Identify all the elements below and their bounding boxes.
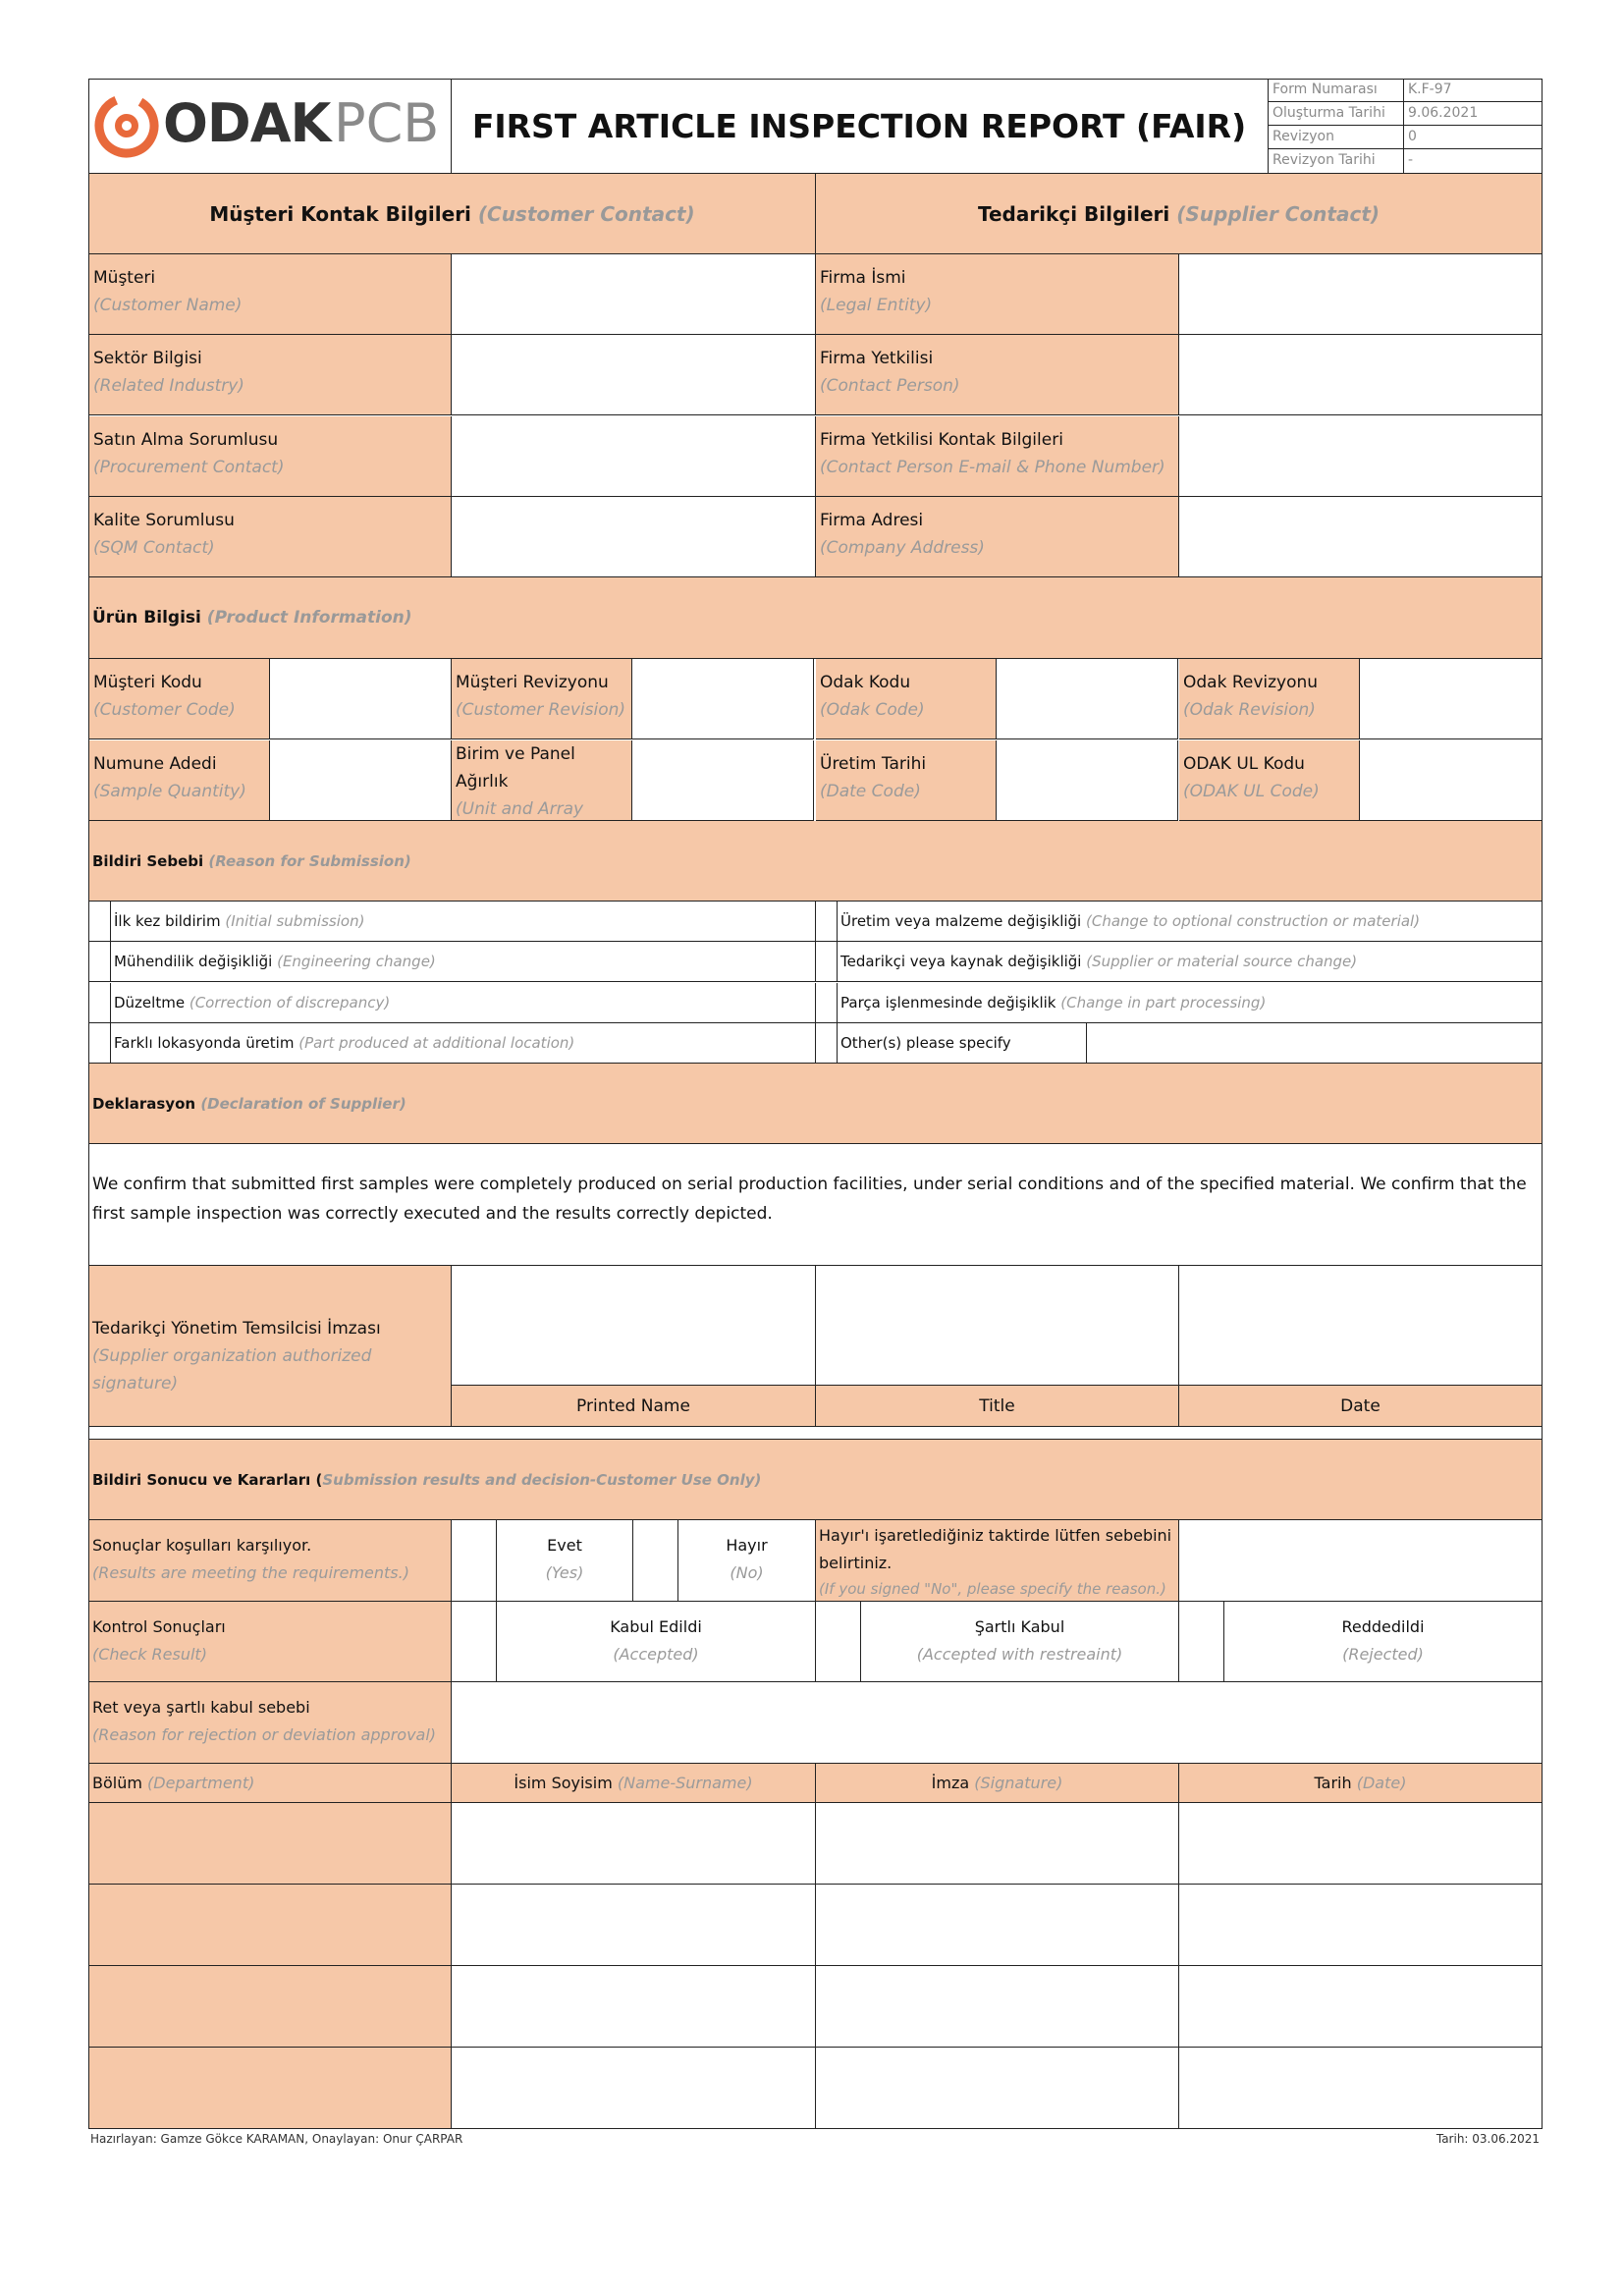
accepted-option: Kabul Edildi (Accepted) (497, 1602, 816, 1682)
meta-value: 0 (1408, 129, 1417, 144)
customer-field-label (89, 335, 452, 415)
meta-label: Form Numarası (1272, 82, 1378, 97)
product-field-label-text: Müşteri Kodu (93, 673, 202, 692)
customer-field-label-text: Kalite Sorumlusu (93, 510, 235, 530)
reason-checkbox[interactable] (89, 983, 111, 1023)
product-field-label (452, 740, 632, 821)
reason-option: Mühendilik değişikliği (Engineering change) (111, 942, 816, 982)
product-field-label-text-en: (Odak Revision) (1183, 700, 1316, 720)
declaration-header: Deklarasyon (Declaration of Supplier) (89, 1064, 1542, 1144)
product-field-input[interactable] (270, 740, 452, 821)
printed-name-label: Printed Name (452, 1386, 816, 1427)
reason-option: Tedarikçi veya kaynak değişikliği (Supplier or material source change) (838, 942, 1542, 982)
signature-field[interactable] (816, 1803, 1179, 1885)
product-field-label-text-en: (Sample Quantity) (93, 781, 246, 801)
product-field-input[interactable] (270, 659, 452, 739)
meta-label: Revizyon (1272, 129, 1334, 144)
customer-field-label-text-en: (SQM Contact) (93, 537, 215, 558)
product-field-label-text-en: (Customer Revision) (456, 700, 626, 720)
signature-field[interactable] (816, 1966, 1179, 2048)
customer-contact-header: Müşteri Kontak Bilgileri (Customer Contact) (89, 174, 816, 254)
reason-checkbox[interactable] (816, 983, 838, 1023)
dept-field[interactable] (89, 2048, 452, 2129)
customer-field-input[interactable] (452, 416, 816, 497)
customer-field-label (89, 416, 452, 497)
no-reason-field[interactable] (1179, 1520, 1542, 1602)
meta-label: Revizyon Tarihi (1272, 152, 1376, 168)
date-field[interactable] (1179, 1966, 1542, 2048)
supplier-field-label-text: Firma Yetkilisi Kontak Bilgileri (820, 429, 1063, 450)
yes-checkbox[interactable] (452, 1520, 497, 1602)
spacer-row (89, 1427, 1542, 1440)
results-header: Bildiri Sonucu ve Kararları ( Submission results and decision-Customer Use Only) (89, 1440, 1542, 1520)
reason-checkbox[interactable] (816, 902, 838, 942)
product-field-label (89, 740, 270, 821)
reason-option: Farklı lokasyonda üretim (Part produced at additional location) (111, 1023, 816, 1064)
product-field-label-text: Birim ve Panel Ağırlık (456, 743, 575, 792)
accepted-checkbox[interactable] (452, 1602, 497, 1682)
supplier-field-label-text-en: (Contact Person E-mail & Phone Number) (820, 457, 1165, 477)
signature-field[interactable] (816, 1885, 1179, 1966)
date-header: Tarih (Date) (1179, 1764, 1542, 1803)
product-field-label (816, 740, 997, 821)
product-field-input[interactable] (632, 740, 814, 821)
customer-field-label (89, 497, 452, 577)
no-checkbox[interactable] (633, 1520, 678, 1602)
customer-field-label (89, 254, 452, 335)
product-field-input[interactable] (997, 740, 1178, 821)
product-field-label-text: Üretim Tarihi (820, 753, 927, 774)
name-field[interactable] (452, 1803, 816, 1885)
product-field-label (816, 659, 997, 739)
product-field-label (1179, 659, 1360, 739)
odak-logo-icon (92, 86, 161, 165)
product-field-label-text-en: (Odak Code) (820, 700, 925, 720)
title-label: Title (816, 1386, 1179, 1427)
reason-checkbox[interactable] (89, 942, 111, 982)
rejected-option: Reddedildi (Rejected) (1224, 1602, 1542, 1682)
name-field[interactable] (452, 1966, 816, 2048)
supplier-field-label-text: Firma Yetkilisi (820, 349, 934, 369)
conditional-option: Şartlı Kabul (Accepted with restreaint) (861, 1602, 1179, 1682)
meta-label: Oluşturma Tarihi (1272, 105, 1385, 121)
product-field-label-text-en: (Customer Code) (93, 700, 236, 720)
footer-prepared-by: Hazırlayan: Gamze Gökce KARAMAN, Onaylayan: Onur ÇARPAR (90, 2132, 463, 2146)
product-field-label (89, 659, 270, 739)
product-field-label-text-en: (Unit and Array (456, 798, 584, 819)
footer-date: Tarih: 03.06.2021 (1435, 2132, 1540, 2146)
check-result-label: Kontrol Sonuçları (Check Result) (89, 1602, 452, 1682)
declaration-text: We confirm that submitted first samples were completely produced on serial production facilities, under serial conditions and of the specified material. We confirm that the first sample inspection was correctly executed and the results correctly depicted. (89, 1144, 1542, 1266)
signature-field[interactable] (816, 2048, 1179, 2129)
reason-checkbox[interactable] (816, 942, 838, 982)
product-field-input[interactable] (1360, 659, 1543, 739)
no-reason-label: Hayır'ı işaretlediğiniz taktirde lütfen sebebini belirtiniz. (If you signed "No", please specify the reason.) (816, 1520, 1179, 1602)
rejected-checkbox[interactable] (1179, 1602, 1224, 1682)
signature-header: İmza (Signature) (816, 1764, 1179, 1803)
product-field-label (1179, 740, 1360, 821)
product-field-label (452, 659, 632, 739)
customer-field-input[interactable] (452, 254, 816, 335)
supplier-field-input[interactable] (1179, 497, 1542, 577)
supplier-field-input[interactable] (1179, 416, 1542, 497)
page-title: FIRST ARTICLE INSPECTION REPORT (FAIR) (471, 107, 1247, 145)
supplier-field-input[interactable] (1179, 254, 1542, 335)
rejection-reason-field[interactable] (452, 1682, 1542, 1764)
supplier-field-label (816, 335, 1179, 415)
supplier-field-label (816, 497, 1179, 577)
customer-field-label-text: Satın Alma Sorumlusu (93, 429, 279, 450)
supplier-field-input[interactable] (1179, 335, 1542, 415)
product-field-label-text-en: (ODAK UL Code) (1183, 781, 1320, 801)
date-field[interactable] (1179, 1266, 1542, 1386)
logo (90, 81, 450, 172)
rejection-reason-label: Ret veya şartlı kabul sebebi (Reason for rejection or deviation approval) (89, 1682, 452, 1764)
customer-field-label-text-en: (Procurement Contact) (93, 457, 285, 477)
supplier-contact-header: Tedarikçi Bilgileri (Supplier Contact) (816, 174, 1542, 254)
product-field-label-text: Müşteri Revizyonu (456, 673, 609, 692)
product-field-label-text: Numune Adedi (93, 753, 217, 774)
dept-header: Bölüm (Department) (89, 1764, 452, 1803)
reason-checkbox[interactable] (89, 902, 111, 942)
dept-field[interactable] (89, 1885, 452, 1966)
supplier-field-label-text-en: (Company Address) (820, 537, 985, 558)
reason-option: Üretim veya malzeme değişikliği (Change to optional construction or material) (838, 902, 1542, 942)
reason-option: Parça işlenmesinde değişiklik (Change in part processing) (838, 983, 1542, 1023)
reason-option: İlk kez bildirim (Initial submission) (111, 902, 816, 942)
reason-header: Bildiri Sebebi (Reason for Submission) (89, 821, 1542, 902)
dept-field[interactable] (89, 1803, 452, 1885)
conditional-checkbox[interactable] (816, 1602, 861, 1682)
product-field-label-text: Odak Kodu (820, 673, 911, 692)
supplier-field-label (816, 254, 1179, 335)
product-field-label-text-en: (Date Code) (820, 781, 921, 801)
product-field-input[interactable] (997, 659, 1178, 739)
product-info-header: Ürün Bilgisi (Product Information) (89, 577, 1542, 659)
meta-value: 9.06.2021 (1408, 105, 1479, 121)
no-option: Hayır (No) (678, 1520, 816, 1602)
date-field[interactable] (1179, 1885, 1542, 1966)
supplier-field-label (816, 416, 1179, 497)
customer-field-label-text-en: (Related Industry) (93, 376, 244, 397)
supplier-signature-label: Tedarikçi Yönetim Temsilcisi İmzası (Supplier organization authorized signature) (89, 1266, 452, 1427)
dept-field[interactable] (89, 1966, 452, 2048)
results-meet-label: Sonuçlar koşulları karşılıyor. (Results are meeting the requirements.) (89, 1520, 452, 1602)
supplier-field-label-text: Firma Adresi (820, 510, 924, 530)
reason-checkbox[interactable] (816, 1023, 838, 1064)
title-field[interactable] (816, 1266, 1179, 1386)
meta-value: - (1408, 152, 1414, 168)
supplier-field-label-text-en: (Contact Person) (820, 376, 960, 397)
product-field-label-text: Odak Revizyonu (1183, 673, 1319, 692)
yes-option: Evet (Yes) (497, 1520, 633, 1602)
meta-value: K.F-97 (1408, 82, 1452, 97)
printed-name-field[interactable] (452, 1266, 816, 1386)
reason-option: Other(s) please specify (838, 1023, 1087, 1064)
name-field[interactable] (452, 1885, 816, 1966)
other-reason-field[interactable] (1087, 1023, 1542, 1064)
date-field[interactable] (1179, 2048, 1542, 2129)
logo-text-light: PCB (334, 92, 440, 154)
reason-checkbox[interactable] (89, 1023, 111, 1064)
product-field-input[interactable] (1360, 740, 1543, 821)
name-field[interactable] (452, 2048, 816, 2129)
customer-field-label-text-en: (Customer Name) (93, 296, 243, 315)
name-header: İsim Soyisim (Name-Surname) (452, 1764, 816, 1803)
product-field-input[interactable] (632, 659, 814, 739)
supplier-field-label-text-en: (Legal Entity) (820, 296, 933, 315)
date-field[interactable] (1179, 1803, 1542, 1885)
customer-field-input[interactable] (452, 497, 816, 577)
customer-field-label-text: Sektör Bilgisi (93, 349, 202, 369)
customer-field-label-text: Müşteri (93, 268, 156, 288)
date-label: Date (1179, 1386, 1542, 1427)
supplier-field-label-text: Firma İsmi (820, 268, 906, 288)
customer-field-input[interactable] (452, 335, 816, 415)
logo-text-bold: ODAK (163, 92, 331, 154)
product-field-label-text: ODAK UL Kodu (1183, 753, 1305, 774)
reason-option: Düzeltme (Correction of discrepancy) (111, 983, 816, 1023)
